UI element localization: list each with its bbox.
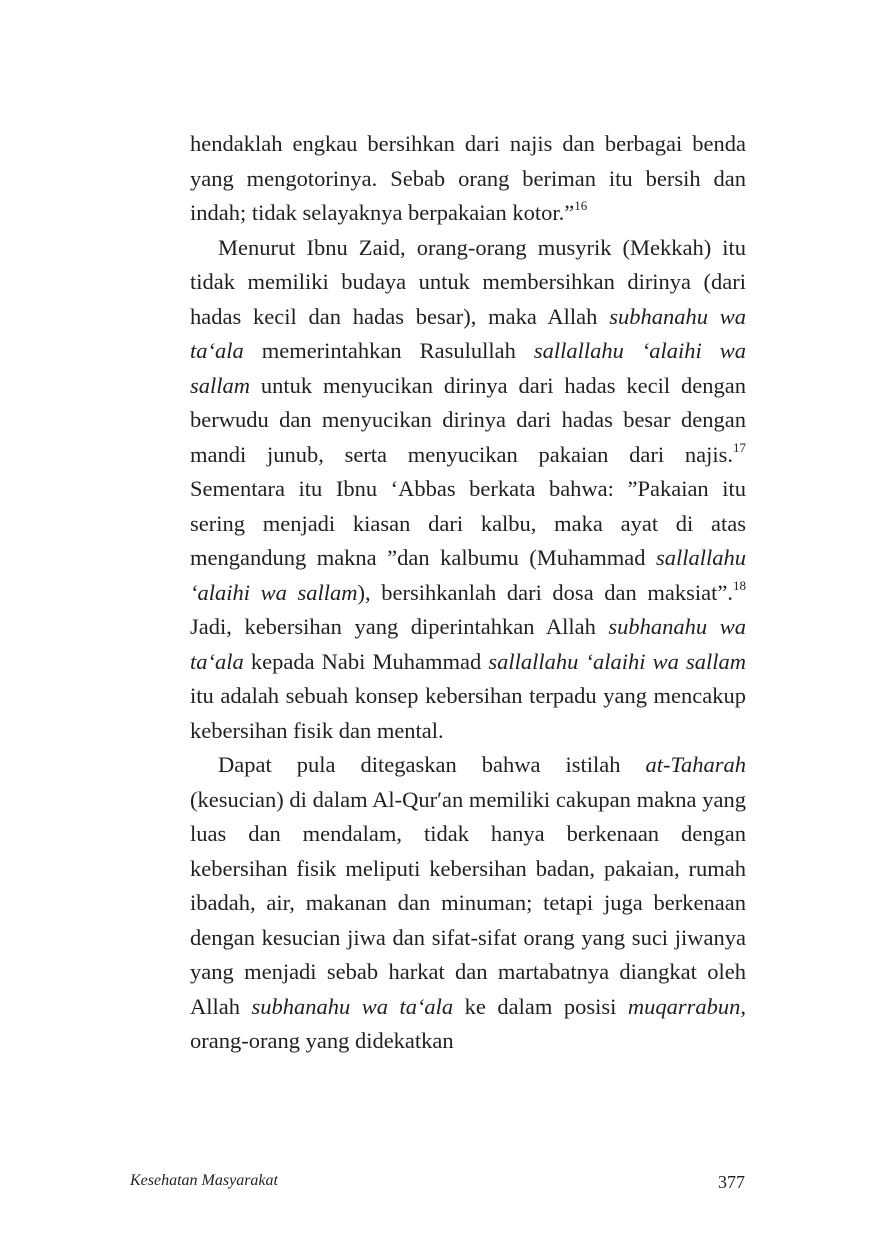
paragraph-1 (190, 127, 746, 231)
paragraph-2-text-1: Menurut Ibnu Zaid, orang-orang musyrik (Mekkah) itu tidak memiliki budaya untuk membersihkan dirinya (dari hadas kecil dan hadas besar), maka Allah (190, 234, 746, 329)
paragraph-2-italic-2: sallallahu ‘alaihi wa sallam (190, 338, 746, 398)
paragraph-2-text-8: itu adalah sebuah konsep kebersihan terpadu yang mencakup kebersihan fisik dan mental. (190, 683, 746, 743)
body-text (190, 127, 746, 1059)
paragraph-2 (190, 231, 746, 749)
paragraph-2-text-4: Sementara itu Ibnu ‘Abbas berkata bahwa: ”Pakaian itu sering menjadi kiasan dari kalbu, maka ayat di atas mengandung makna ”dan kalbumu (Muhammad (190, 476, 746, 570)
paragraph-1-text: hendaklah engkau bersihkan dari najis dan berbagai benda yang mengotorinya. Sebab orang beriman itu bersih dan indah; tidak selayaknya berpakaian kotor.” (190, 131, 746, 225)
paragraph-2-text-5: ), bersihkanlah dari dosa dan maksiat”. (357, 579, 734, 605)
paragraph-2-italic-4: subhanahu wa ta‘ala (190, 614, 746, 674)
running-footer-title: Kesehatan Masyarakat (130, 1172, 278, 1189)
paragraph-3-text-1: Dapat pula ditegaskan bahwa istilah (218, 752, 646, 777)
paragraph-2-italic-1: subhanahu wa ta‘ala (190, 303, 746, 363)
paragraph-2-text-6: Jadi, kebersihan yang diperintahkan Allah (190, 614, 609, 639)
paragraph-3-italic-3: muqarrabun (627, 993, 741, 1019)
paragraph-3-text-4: , orang-orang yang didekatkan (190, 993, 746, 1053)
paragraph-3-italic-1: at-Taharah (645, 752, 746, 777)
paragraph-2-text-2: memerintahkan Rasulullah (243, 338, 534, 363)
paragraph-2-italic-3: sallallahu ‘alaihi wa sallam (190, 545, 746, 605)
paragraph-3-text-2: (kesucian) di dalam Al-Qur′an memiliki cakupan makna yang luas dan mendalam, tidak hanya berkenaan dengan kebersihan fisik meliputi kebersihan badan, pakaian, rumah ibadah, air, makanan dan minuman; tetapi juga berkenaan dengan kesucian jiwa dan sifat-sifat orang yang suci jiwanya yang menjadi sebab harkat dan martabatnya diangkat oleh Allah (190, 786, 746, 1019)
page-number: 377 (718, 1172, 745, 1192)
footnote-ref-16[interactable]: 16 (574, 198, 588, 213)
footnote-ref-18[interactable]: 18 (733, 577, 747, 593)
paragraph-2-italic-5: sallallahu ‘alaihi wa sallam (488, 648, 746, 674)
paragraph-3 (190, 748, 746, 1059)
paragraph-2-text-7: kepada Nabi Muhammad (243, 648, 489, 674)
paragraph-2-text-3: untuk menyucikan dirinya dari hadas kecil dengan berwudu dan menyucikan dirinya dari hadas besar dengan mandi junub, serta menyucikan pakaian dari najis. (190, 372, 746, 467)
paragraph-3-text-3: ke dalam posisi (453, 993, 628, 1019)
footnote-ref-17[interactable]: 17 (733, 439, 746, 455)
paragraph-3-italic-2: subhanahu wa ta‘ala (251, 993, 454, 1019)
